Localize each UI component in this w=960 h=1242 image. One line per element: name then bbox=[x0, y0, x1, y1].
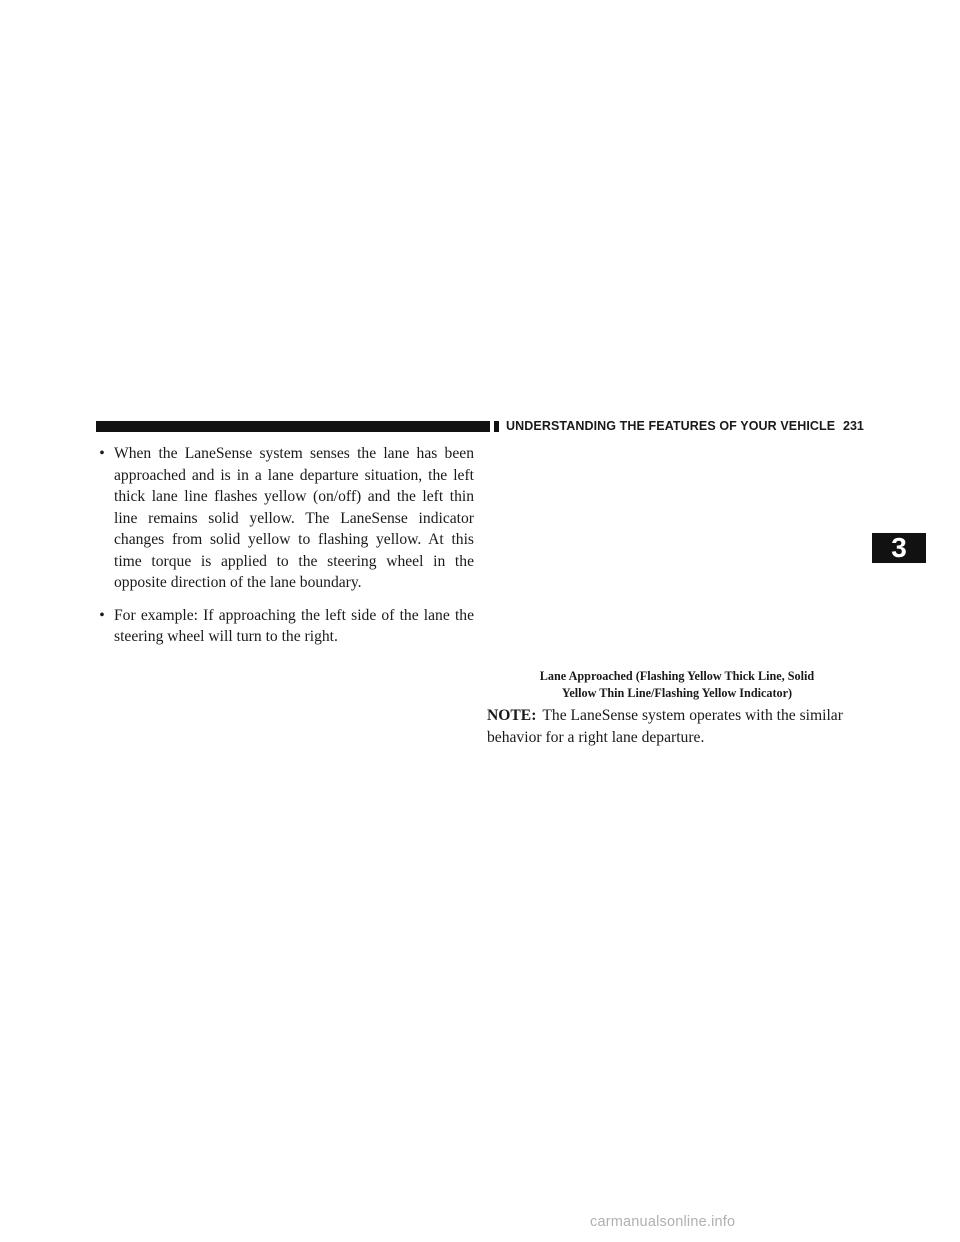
left-column bbox=[96, 443, 474, 659]
note-text: The LaneSense system operates with the similar behavior for a right lane departure. bbox=[487, 707, 843, 746]
header-bar bbox=[96, 421, 490, 432]
watermark-text: carmanualsonline.info bbox=[590, 1214, 736, 1230]
figure-caption bbox=[496, 668, 858, 701]
header-bar-separator bbox=[494, 421, 499, 432]
bullet-text: For example: If approaching the left side of the lane the steering wheel will turn to the right. bbox=[114, 606, 474, 645]
section-title: UNDERSTANDING THE FEATURES OF YOUR VEHICLE bbox=[506, 419, 836, 433]
bullet-item-lane-departure bbox=[96, 443, 474, 594]
bullet-text: When the LaneSense system senses the lane has been approached and is in a lane departure situation, the left thick lane line flashes yellow (on/off) and the left thin line remains solid yellow. The LaneSense indicator changes from solid yellow to flashing yellow. At this time torque is applied to the steering wheel in the opposite direction of the lane boundary. bbox=[114, 445, 474, 591]
bullet-marker: • bbox=[99, 445, 105, 462]
page-number: 231 bbox=[843, 419, 864, 433]
figure-caption-line-2: Yellow Thin Line/Flashing Yellow Indicator) bbox=[561, 685, 793, 700]
note-paragraph bbox=[487, 705, 867, 748]
bullet-item-example bbox=[96, 605, 474, 648]
bullet-marker: • bbox=[99, 606, 105, 624]
note-label: NOTE: bbox=[487, 707, 537, 724]
figure-caption-line-1: Lane Approached (Flashing Yellow Thick Line, Solid bbox=[539, 669, 815, 683]
chapter-tab: 3 bbox=[872, 533, 926, 563]
